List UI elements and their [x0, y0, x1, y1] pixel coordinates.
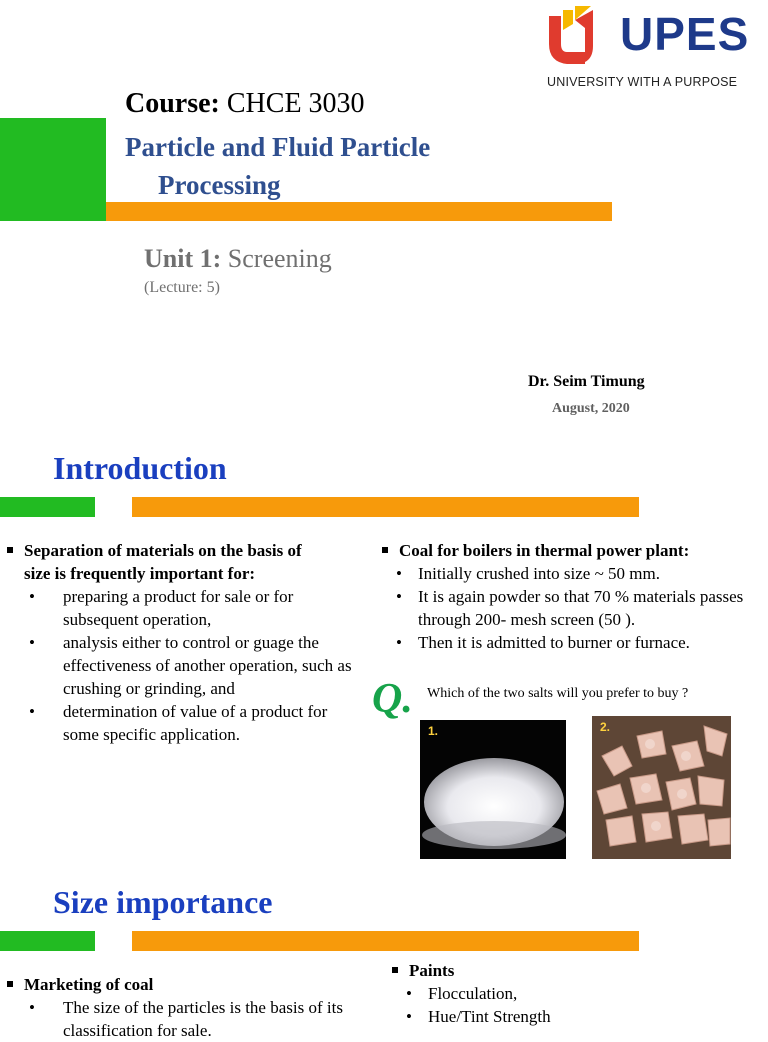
sub-bullet: • Flocculation,: [406, 982, 752, 1005]
logo-tagline: UNIVERSITY WITH A PURPOSE: [547, 75, 738, 89]
course-label: Course:: [125, 88, 220, 119]
course-title-line2: Processing: [158, 170, 281, 200]
bullet-main-line2: size is frequently important for:: [24, 564, 256, 583]
bullet-main: Coal for boilers in thermal power plant:: [382, 539, 762, 562]
bullet-main: Paints: [392, 959, 752, 982]
slide-heading-introduction: Introduction: [53, 450, 227, 486]
bullet-main: Marketing of coal: [7, 973, 387, 996]
intro-right-column: [382, 539, 762, 654]
sub-bullet: • determination of value of a product for some specific application.: [29, 700, 367, 746]
slide-heading-size-importance: Size importance: [53, 884, 273, 920]
size-right-column: [392, 959, 752, 1028]
unit-label: Unit 1:: [144, 244, 222, 273]
presentation-date: August, 2020: [552, 401, 630, 416]
fine-salt-image: [420, 720, 566, 859]
green-accent-bar: [0, 497, 95, 517]
sub-bullet: • analysis either to control or guage the effectiveness of another operation, such as crushing or grinding, and: [29, 631, 367, 700]
unit-line: [144, 244, 332, 274]
course-title-line1: Particle and Fluid Particle: [125, 132, 431, 162]
course-code: CHCE 3030: [219, 88, 365, 119]
image-number-label: 2.: [600, 720, 611, 734]
sub-bullet: • Initially crushed into size ~ 50 mm.: [396, 562, 762, 585]
logo-wordmark: UPES: [620, 8, 750, 60]
image-number-label: 1.: [428, 724, 439, 738]
green-accent-bar: [0, 931, 95, 951]
unit-name: Screening: [221, 244, 332, 273]
green-accent-block: [0, 118, 106, 221]
question-text: Which of the two salts will you prefer to buy ?: [427, 686, 689, 701]
orange-accent-bar: [132, 931, 639, 951]
question-mark-label: Q.: [372, 676, 413, 722]
sub-bullet: • Hue/Tint Strength: [406, 1005, 752, 1028]
bullet-main-line1: Separation of materials on the basis of: [24, 541, 302, 560]
size-left-column: [7, 973, 387, 1042]
course-line: [125, 88, 365, 120]
sub-bullet: • Then it is admitted to burner or furnace.: [396, 631, 762, 654]
sub-bullet: • It is again powder so that 70 % materials passes through 200- mesh screen (50 ).: [396, 585, 762, 631]
coarse-salt-image: [592, 716, 731, 859]
lecture-label: (Lecture: 5): [144, 279, 220, 296]
orange-accent-bar: [106, 202, 612, 221]
sub-bullet: • preparing a product for sale or for subsequent operation,: [29, 585, 367, 631]
orange-accent-bar: [132, 497, 639, 517]
sub-bullet: • The size of the particles is the basis of its classification for sale.: [29, 996, 387, 1042]
upes-logo-icon: [545, 6, 603, 66]
bullet-main: [7, 539, 367, 585]
author-name: Dr. Seim Timung: [528, 373, 645, 390]
intro-left-column: [7, 539, 367, 746]
